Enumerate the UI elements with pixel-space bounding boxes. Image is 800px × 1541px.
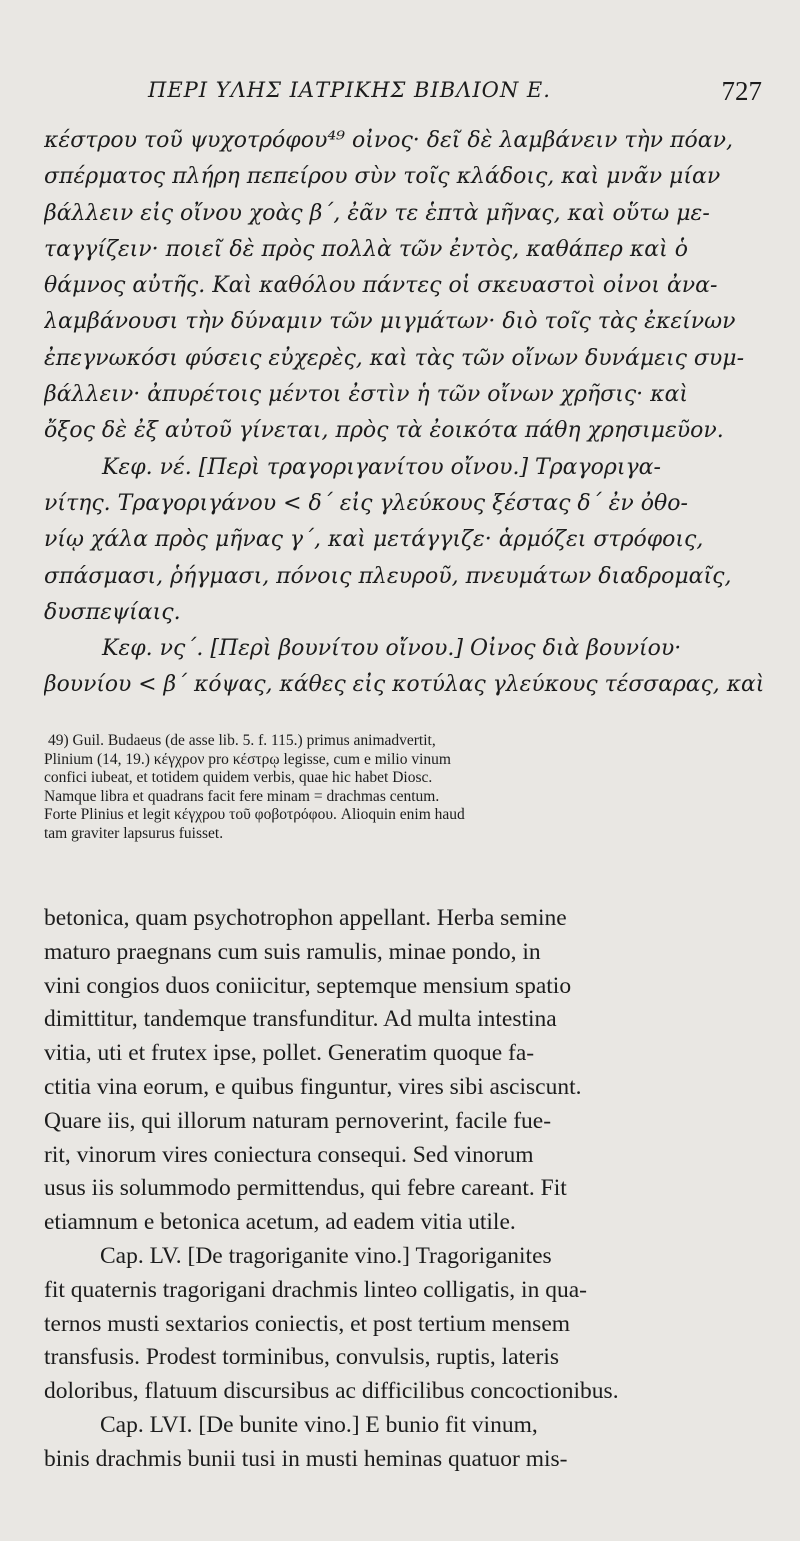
greek-line-text: νίῳ χάλα πρὸς μῆνας γ΄, καὶ μετάγγιζε· ἁρμόζει στρόφοις, [44, 527, 704, 553]
footnote-line-text: tam graviter lapsurus fuisset. [44, 824, 224, 842]
page-number: 727 [721, 76, 762, 106]
latin-line-text: rit, vinorum vires coniectura consequi. Sed vinorum [44, 1141, 534, 1168]
greek-text-block [44, 128, 764, 709]
greek-line [44, 382, 764, 418]
page-header [0, 72, 800, 112]
greek-line [44, 128, 764, 164]
greek-line-text: ἐπεγνωκόσι φύσεις εὐχερὲς, καὶ τὰς τῶν οἴνων δυνάμεις συμ- [44, 345, 745, 371]
latin-line [44, 1074, 764, 1108]
latin-line [44, 1209, 764, 1243]
greek-line-text: Κεφ. νς΄. [Περὶ βουνίτου οἴνου.] Οἶνος διὰ βουνίου· [102, 636, 682, 662]
running-title: ΠΕΡΙ ΥΛΗΣ ΙΑΤΡΙΚΗΣ ΒΙΒΛΙΟΝ Ε. [148, 78, 551, 102]
latin-line [44, 1142, 764, 1176]
latin-line-text: dimittitur, tandemque transfunditur. Ad multa intestina [44, 1006, 557, 1033]
latin-line [44, 939, 764, 973]
greek-line [44, 309, 764, 345]
greek-line [44, 237, 764, 273]
footnote-line-text: 49) Guil. Budaeus (de asse lib. 5. f. 115.) primus animadvertit, [48, 732, 436, 749]
latin-text-block [44, 905, 764, 1480]
footnote-block [44, 732, 764, 844]
latin-line-text: betonica, quam psychotrophon appellant. Herba semine [44, 905, 567, 931]
greek-line-text: Κεφ. νέ. [Περὶ τραγοριγανίτου οἴνου.] Τραγοριγα- [102, 454, 661, 480]
greek-line-text: ὄξος δὲ ἐξ αὐτοῦ γίνεται, πρὸς τὰ ἐοικότα πάθη χρησιμεῦον. [44, 418, 724, 444]
latin-line [44, 973, 764, 1007]
footnote-line-text: Forte Plinius et legit κέγχρου τοῦ φοβοτρόφου. Alioquin enim haud [44, 806, 465, 824]
latin-line-text: doloribus, flatuum discursibus ac difficilibus concoctionibus. [44, 1378, 619, 1405]
latin-line [44, 1378, 764, 1412]
latin-line-text: transfusis. Prodest torminibus, convulsis, ruptis, lateris [44, 1344, 560, 1371]
latin-line-text: Quare iis, qui illorum naturam pernoverint, facile fue- [44, 1107, 552, 1134]
latin-line-text: binis drachmis bunii tusi in musti heminas quatuor mis- [44, 1445, 568, 1472]
latin-line [44, 1277, 764, 1311]
greek-line-text: σπάσμασι, ῥήγμασι, πόνοις πλευροῦ, πνευμάτων διαδρομαῖς, [44, 563, 732, 589]
footnote-line [44, 732, 764, 751]
greek-line-text: κέστρου τοῦ ψυχοτρόφου⁴⁹ οἶνος· δεῖ δὲ λαμβάνειν τὴν πόαν, [44, 128, 733, 153]
greek-line [44, 527, 764, 563]
latin-line [44, 1446, 764, 1480]
latin-line-text: maturo praegnans cum suis ramulis, minae pondo, in [44, 938, 541, 965]
footnote-line [44, 806, 764, 825]
greek-line [44, 273, 764, 309]
greek-line [44, 564, 764, 600]
greek-line [44, 418, 764, 454]
latin-line [44, 1311, 764, 1345]
greek-line [44, 600, 764, 636]
latin-line-text: ternos musti sextarios coniectis, et post tertium mensem [44, 1310, 571, 1337]
greek-line [44, 201, 764, 237]
latin-line [44, 1412, 764, 1446]
greek-line [44, 491, 764, 527]
footnote-line-text: Namque libra et quadrans facit fere minam = drachmas centum. [44, 787, 440, 805]
latin-line-text: etiamnum e betonica acetum, ad eadem vitia utile. [44, 1209, 516, 1236]
latin-line-text: vini congios duos coniicitur, septemque mensium spatio [44, 972, 572, 999]
latin-line-text: Cap. LV. [De tragoriganite vino.] Tragoriganites [100, 1242, 552, 1269]
greek-line-text: βάλλειν· ἀπυρέτοις μέντοι ἐστὶν ἡ τῶν οἴνων χρῆσις· καὶ [44, 382, 689, 408]
greek-line-text: ταγγίζειν· ποιεῖ δὲ πρὸς πολλὰ τῶν ἐντὸς, καθάπερ καὶ ὁ [44, 236, 688, 262]
greek-line-text: βάλλειν εἰς οἴνου χοὰς β΄, ἐᾶν τε ἑπτὰ μῆνας, καὶ οὕτω με- [44, 200, 710, 226]
latin-line [44, 1175, 764, 1209]
greek-line-text: θάμνος αὐτῆς. Καὶ καθόλου πάντες οἱ σκευαστοὶ οἶνοι ἀνα- [44, 273, 718, 299]
footnote-line [44, 751, 764, 770]
latin-line [44, 1344, 764, 1378]
greek-line [44, 636, 764, 672]
greek-line-text: δυσπεψίαις. [44, 599, 181, 625]
latin-line-text: vitia, uti et frutex ipse, pollet. Generatim quoque fa- [44, 1040, 535, 1067]
greek-line-text: λαμβάνουσι τὴν δύναμιν τῶν μιγμάτων· διὸ τοῖς τὰς ἐκείνων [44, 309, 736, 335]
latin-line [44, 1006, 764, 1040]
greek-line [44, 164, 764, 200]
latin-line [44, 1040, 764, 1074]
greek-line-text: νίτης. Τραγοριγάνου < δ΄ εἰς γλεύκους ξέστας δ΄ ἐν ὀθο- [44, 490, 688, 516]
greek-line-text: βουνίου < β΄ κόψας, κάθες εἰς κοτύλας γλεύκους τέσσαρας, καὶ [44, 672, 764, 698]
footnote-line [44, 825, 764, 844]
latin-line-text: fit quaternis tragorigani drachmis linteo colligatis, in qua- [44, 1276, 587, 1303]
latin-line [44, 1243, 764, 1277]
greek-line [44, 672, 764, 708]
latin-line-text: ctitia vina eorum, e quibus finguntur, vires sibi asciscunt. [44, 1073, 582, 1100]
footnote-line-text: confici iubeat, et totidem quidem verbis, quae hic habet Diosc. [44, 769, 433, 787]
latin-line [44, 1108, 764, 1142]
greek-line [44, 455, 764, 491]
latin-line-text: Cap. LVI. [De bunite vino.] E bunio fit vinum, [100, 1411, 538, 1438]
latin-line [44, 905, 764, 939]
latin-line-text: usus iis solummodo permittendus, qui febre careant. Fit [44, 1175, 567, 1202]
greek-line [44, 346, 764, 382]
footnote-line [44, 769, 764, 788]
footnote-line [44, 788, 764, 807]
footnote-line-text: Plinium (14, 19.) κέγχρον pro κέστρῳ legisse, cum e milio vinum [44, 750, 451, 768]
greek-line-text: σπέρματος πλήρη πεπείρου σὺν τοῖς κλάδοις, καὶ μνᾶν μίαν [44, 164, 721, 190]
